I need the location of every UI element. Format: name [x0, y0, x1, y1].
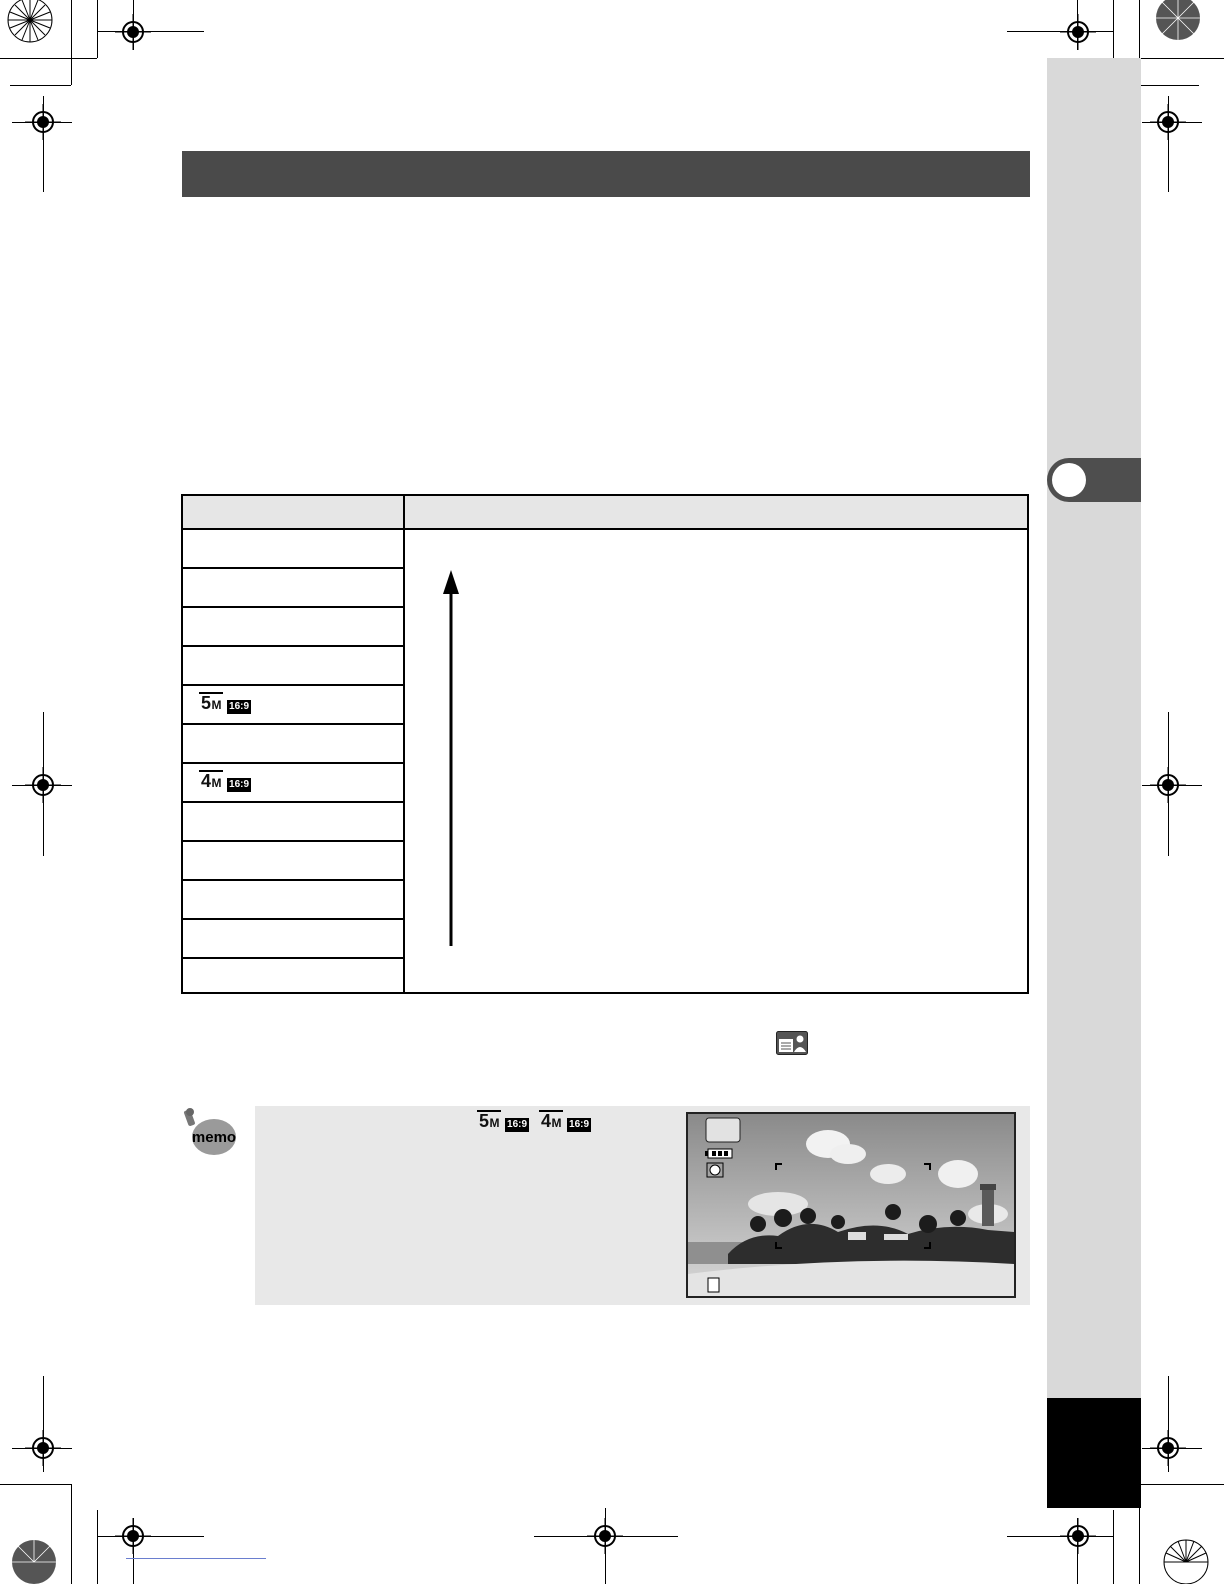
crop-line: [1077, 1518, 1078, 1584]
crop-line: [43, 712, 44, 856]
crop-line: [1077, 0, 1078, 50]
crop-line: [12, 1448, 72, 1449]
memory-card-icon: [708, 1278, 719, 1292]
crop-line: [1168, 96, 1169, 192]
crop-line: [1142, 785, 1202, 786]
table-row: [183, 764, 403, 803]
table-row: [183, 959, 403, 998]
memo-label: memo: [191, 1129, 237, 1146]
chapter-number-circle: [1052, 463, 1086, 497]
table-row: [183, 530, 403, 569]
crop-line: [97, 1510, 98, 1584]
mode-indicator-icon: [706, 1118, 740, 1142]
sample-display-screen: [686, 1112, 1016, 1298]
crop-line: [133, 0, 134, 50]
memo-panel: [255, 1106, 1030, 1305]
crop-line: [97, 0, 98, 58]
crop-line: [98, 31, 204, 32]
crop-line: [43, 96, 44, 192]
registration-target-top-right: [1060, 14, 1096, 50]
crop-line: [605, 1508, 606, 1584]
table-row: [183, 647, 403, 686]
crop-line: [43, 1376, 44, 1472]
registration-sunburst-bottom-right: [1156, 1522, 1216, 1584]
crop-line: [10, 85, 71, 86]
page-number-block: [1047, 1398, 1141, 1508]
crop-line: [0, 1484, 71, 1485]
section-header-band: [182, 151, 1030, 197]
registration-sunburst-top-right: [1150, 0, 1210, 60]
crop-line: [0, 58, 97, 59]
table-row: [183, 920, 403, 959]
crop-line: [1168, 1376, 1169, 1472]
registration-sunburst-top-left: [0, 0, 60, 60]
table-row: [183, 569, 403, 608]
memo-badge-4m: 4M 16:9: [541, 1111, 590, 1131]
beach-landscape-photo: [688, 1114, 1014, 1296]
recorded-pixels-table: [181, 494, 1029, 994]
memo-badge-5m: 5M 16:9: [479, 1111, 528, 1131]
crop-line: [71, 0, 72, 85]
crop-line: [1113, 1510, 1114, 1584]
table-row: [183, 842, 403, 881]
recorded-size-badge: 5M 16:9: [201, 693, 250, 713]
crop-line: [1168, 712, 1169, 856]
table-row: [183, 725, 403, 764]
quality-arrow: [439, 568, 463, 948]
table-row: [183, 686, 403, 725]
crop-line: [1007, 1536, 1113, 1537]
column-divider: [403, 496, 405, 992]
picture-mode-icon: [776, 1031, 808, 1060]
crop-line: [1007, 31, 1113, 32]
crop-line: [1139, 85, 1199, 86]
crop-line: [1139, 1484, 1224, 1485]
crop-line: [126, 1558, 266, 1559]
crop-line: [534, 1536, 678, 1537]
crop-line: [12, 785, 72, 786]
crop-line: [1142, 1448, 1202, 1449]
battery-icon: [705, 1149, 732, 1158]
memo-size-badges: [477, 1110, 591, 1132]
crop-line: [1142, 122, 1202, 123]
chapter-side-bar: [1047, 58, 1141, 1508]
crop-line: [98, 1536, 204, 1537]
table-row: [183, 608, 403, 647]
recorded-size-badge: 4M 16:9: [201, 771, 250, 791]
crop-line: [71, 1484, 72, 1584]
table-row: [183, 803, 403, 842]
crop-line: [12, 122, 72, 123]
registration-sunburst-bottom-left: [8, 1522, 68, 1584]
crop-line: [133, 1518, 134, 1584]
memo-pin-icon: [180, 1108, 238, 1163]
crop-line: [1113, 0, 1114, 58]
table-row: [183, 881, 403, 920]
table-header-row: [183, 496, 1027, 530]
